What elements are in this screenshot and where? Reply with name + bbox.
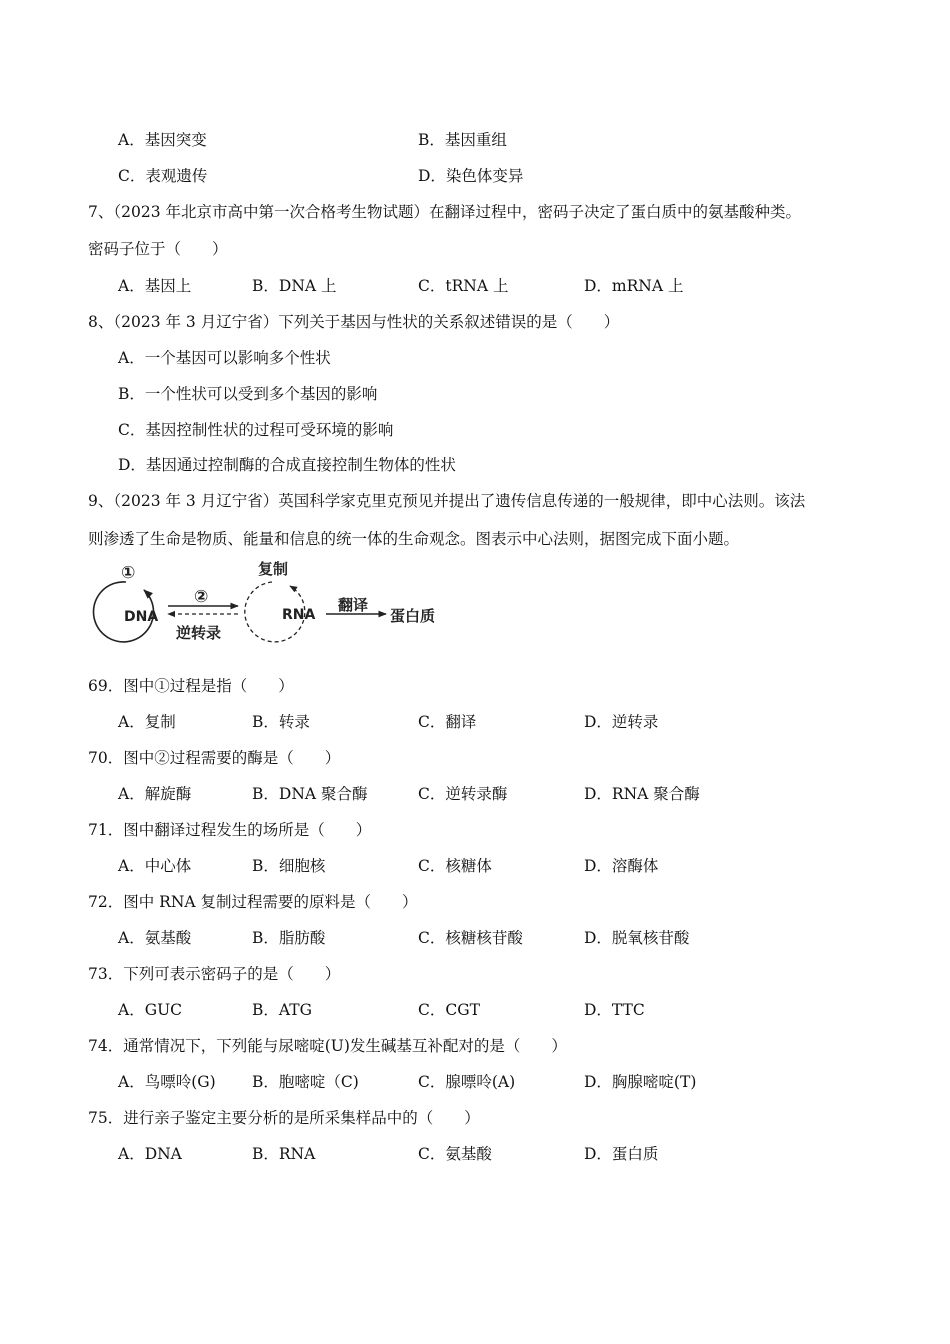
q69-option-a: A．复制 xyxy=(118,713,176,731)
central-dogma-diagram xyxy=(86,556,456,648)
q75-option-a: A．DNA xyxy=(118,1145,182,1163)
q73-stem: 73．下列可表示密码子的是（ ） xyxy=(88,965,341,983)
q7-option-a: A．基因上 xyxy=(118,277,192,295)
q74-stem: 74．通常情况下，下列能与尿嘧啶(U)发生碱基互补配对的是（ ） xyxy=(88,1037,567,1055)
q75-option-d: D．蛋白质 xyxy=(584,1145,659,1163)
q71-option-a: A．中心体 xyxy=(118,857,192,875)
q75-option-c: C．氨基酸 xyxy=(418,1145,492,1163)
q7-option-c: C．tRNA 上 xyxy=(418,277,509,295)
q75-option-b: B．RNA xyxy=(252,1145,316,1163)
q71-stem: 71．图中翻译过程发生的场所是（ ） xyxy=(88,821,372,839)
q6-option-d: D．染色体变异 xyxy=(418,167,524,185)
q7-stem-line2: 密码子位于（ ） xyxy=(88,240,228,258)
q8-option-c: C．基因控制性状的过程可受环境的影响 xyxy=(118,421,394,439)
q8-stem: 8、（2023 年 3 月辽宁省）下列关于基因与性状的关系叙述错误的是（ ） xyxy=(88,313,620,331)
q70-stem: 70．图中②过程需要的酶是（ ） xyxy=(88,749,341,767)
q69-stem: 69．图中①过程是指（ ） xyxy=(88,677,294,695)
q72-option-b: B．脂肪酸 xyxy=(252,929,326,947)
q8-option-a: A．一个基因可以影响多个性状 xyxy=(118,349,331,367)
q74-option-c: C．腺嘌呤(A) xyxy=(418,1073,516,1091)
q74-option-d: D．胸腺嘧啶(T) xyxy=(584,1073,697,1091)
q72-stem: 72．图中 RNA 复制过程需要的原料是（ ） xyxy=(88,893,418,911)
q7-option-b: B．DNA 上 xyxy=(252,277,337,295)
q7-option-d: D．mRNA 上 xyxy=(584,277,684,295)
q9-stem-line1: 9、（2023 年 3 月辽宁省）英国科学家克里克预见并提出了遗传信息传递的一般规律，即中心法则。该法 xyxy=(88,492,806,510)
q8-option-b: B．一个性状可以受到多个基因的影响 xyxy=(118,385,378,403)
q72-option-a: A．氨基酸 xyxy=(118,929,192,947)
translation-label: 翻译 xyxy=(338,596,369,614)
circle-one-label: ① xyxy=(121,563,136,583)
q9-stem-line2: 则渗透了生命是物质、能量和信息的统一体的生命观念。图表示中心法则，据图完成下面小题。 xyxy=(88,530,740,548)
protein-label: 蛋白质 xyxy=(390,607,436,625)
reverse-transcription-label: 逆转录 xyxy=(176,624,222,642)
q72-option-c: C．核糖核苷酸 xyxy=(418,929,523,947)
q73-option-a: A．GUC xyxy=(118,1001,182,1019)
q7-stem-line1: 7、（2023 年北京市高中第一次合格考生物试题）在翻译过程中，密码子决定了蛋白质中的氨基酸种类。 xyxy=(88,203,801,221)
q75-stem: 75．进行亲子鉴定主要分析的是所采集样品中的（ ） xyxy=(88,1109,480,1127)
q69-option-b: B．转录 xyxy=(252,713,310,731)
q69-option-d: D．逆转录 xyxy=(584,713,659,731)
q70-option-c: C．逆转录酶 xyxy=(418,785,508,803)
q73-option-d: D．TTC xyxy=(584,1001,645,1019)
q70-option-d: D．RNA 聚合酶 xyxy=(584,785,700,803)
q70-option-b: B．DNA 聚合酶 xyxy=(252,785,368,803)
q73-option-b: B．ATG xyxy=(252,1001,312,1019)
q69-option-c: C．翻译 xyxy=(418,713,477,731)
q74-option-b: B．胞嘧啶（C) xyxy=(252,1073,359,1091)
q6-option-a: A．基因突变 xyxy=(118,131,207,149)
q8-option-d: D．基因通过控制酶的合成直接控制生物体的性状 xyxy=(118,456,456,474)
replication-label: 复制 xyxy=(258,560,289,578)
q72-option-d: D．脱氧核苷酸 xyxy=(584,929,690,947)
rna-label: RNA xyxy=(282,607,316,623)
q6-option-c: C．表观遗传 xyxy=(118,167,208,185)
q71-option-d: D．溶酶体 xyxy=(584,857,659,875)
q73-option-c: C．CGT xyxy=(418,1001,480,1019)
q74-option-a: A．鸟嘌呤(G) xyxy=(118,1073,216,1091)
dna-label: DNA xyxy=(124,609,159,625)
q6-option-b: B．基因重组 xyxy=(418,131,507,149)
q71-option-b: B．细胞核 xyxy=(252,857,326,875)
q71-option-c: C．核糖体 xyxy=(418,857,492,875)
q70-option-a: A．解旋酶 xyxy=(118,785,192,803)
circle-two-label: ② xyxy=(194,587,209,607)
